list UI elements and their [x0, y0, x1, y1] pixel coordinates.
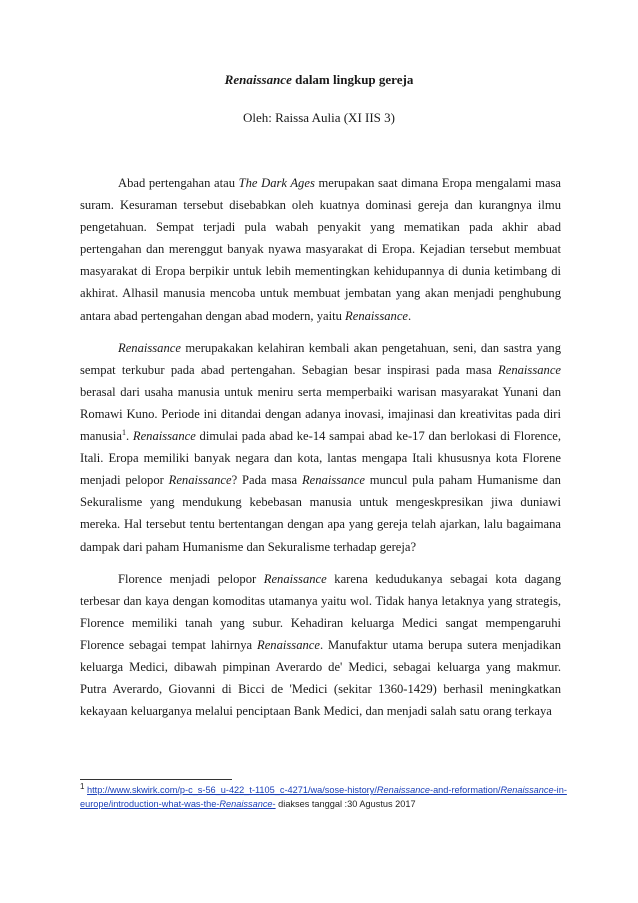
document-body: [80, 172, 561, 732]
text-run: . Manufaktur utama berupa sutera menjadikan keluarga Medici, dibawah pimpinan Averardo de' Medici, sebagai keluarga yang makmur. Putra Averardo, Giovanni di Bicci de 'Medici (sekitar 1360-1429) berhasil meningkatkan kekayaan keluarganya melalui penciptaan Bank Medici, dan menjadi salah satu orang terkaya: [80, 637, 561, 719]
title-italic: Renaissance: [224, 72, 292, 87]
text-run: .: [408, 308, 412, 323]
italic-term: Renaissance: [345, 308, 408, 323]
italic-term: The Dark Ages: [238, 176, 315, 190]
document-title: [0, 72, 638, 88]
author-byline: Oleh: Raissa Aulia (XI IIS 3): [242, 110, 395, 125]
text-run: merupakan saat dimana Eropa mengalami masa suram. Kesuraman tersebut disebabkan oleh kuatnya dominasi gereja dan kurangnya ilmu pengetahuan. Sempat terjadi pula wabah penyakit yang mematikan pada akhir abad pertengahan dan merenggut banyak nyawa masyarakat di Eropa. Kejadian tersebut membuat masyarakat di Eropa berpikir untuk lebih mementingkan kehidupannya di dunia ketimbang di akhirat. Alhasil manusia mencoba untuk membuat jembatan yang akan menjadi penghubung antara abad pertengahan dengan abad modern, yaitu: [80, 176, 561, 323]
text-run: merupakakan kelahiran kembali akan pengetahuan, seni, dan sastra yang sempat terkubur pada abad pertengahan. Sebagian besar inspirasi pada masa: [80, 340, 561, 377]
link-text: -: [272, 799, 276, 809]
paragraph-3: [80, 568, 561, 723]
text-run: .: [125, 429, 133, 444]
footnote-accessed: diakses tanggal :30 Agustus 2017: [275, 799, 416, 809]
text-run: Florence menjadi pelopor: [118, 571, 264, 586]
footnote: [80, 783, 570, 811]
link-text: http://www.skwirk.com/p-c_s-56_u-422_t-1105_c-4271/wa/sose-history/: [87, 785, 377, 795]
text-run: ? Pada masa: [231, 473, 302, 488]
link-text: -in-europe/introduction-what-was-the-: [80, 785, 567, 809]
footnote-divider: [80, 779, 232, 780]
text-run: Abad pertengahan atau: [118, 176, 239, 190]
paragraph-1: [80, 172, 561, 327]
italic-term: Renaissance: [168, 473, 232, 488]
link-text: -and-reformation/: [430, 785, 501, 795]
title-rest: dalam lingkup gereja: [291, 72, 414, 87]
text-run: muncul pula paham Humanisme dan Sekuralisme yang mendukung kebebasan manusia untuk mengeskpresikan jiwa duniawi mereka. Hal tersebut tentu bertentangan dengan apa yang gereja telah ajarkan, lalu bagaimana dampak dari paham Humanisme dan Sekuralisme terhadap gereja?: [80, 473, 561, 554]
italic-term: Renaissance: [498, 362, 561, 377]
italic-term: Renaissance: [301, 473, 365, 488]
text-run: berasal dari usaha manusia untuk meniru serta memperbaiki warisan masyarakat Yunani dan Romawi Kuno. Periode ini ditandai dengan adanya inovasi, imajinasi dan kreativitas pada diri manusia: [80, 384, 561, 444]
link-italic: Renaissance: [219, 799, 273, 809]
link-italic: Renaissance: [500, 785, 554, 795]
italic-term: Renaissance: [132, 429, 196, 444]
text-run: dimulai pada abad ke-14 sampai abad ke-17 dan berlokasi di Florence, Itali. Eropa memiliki banyak negara dan kota, lantas mengapa Itali khususnya kota Florene menjadi pelopor: [80, 429, 562, 488]
footnote-ref[interactable]: 1: [121, 427, 126, 437]
italic-term: Renaissance: [263, 571, 327, 586]
link-italic: Renaissance: [376, 785, 431, 795]
text-run: karena kedudukanya sebagai kota dagang terbesar dan kaya dengan komoditas utamanya yaitu wol. Tidak hanya letaknya yang strategis, Florence memiliki tanah yang subur. Kehadiran keluarga Medici sangat mempengaruhi Florence sebagai tempat lahirnya: [80, 571, 561, 652]
italic-term: Renaissance: [118, 340, 181, 355]
footnote-number: 1: [80, 781, 85, 791]
paragraph-2: [80, 337, 561, 558]
italic-term: Renaissance: [257, 637, 320, 652]
